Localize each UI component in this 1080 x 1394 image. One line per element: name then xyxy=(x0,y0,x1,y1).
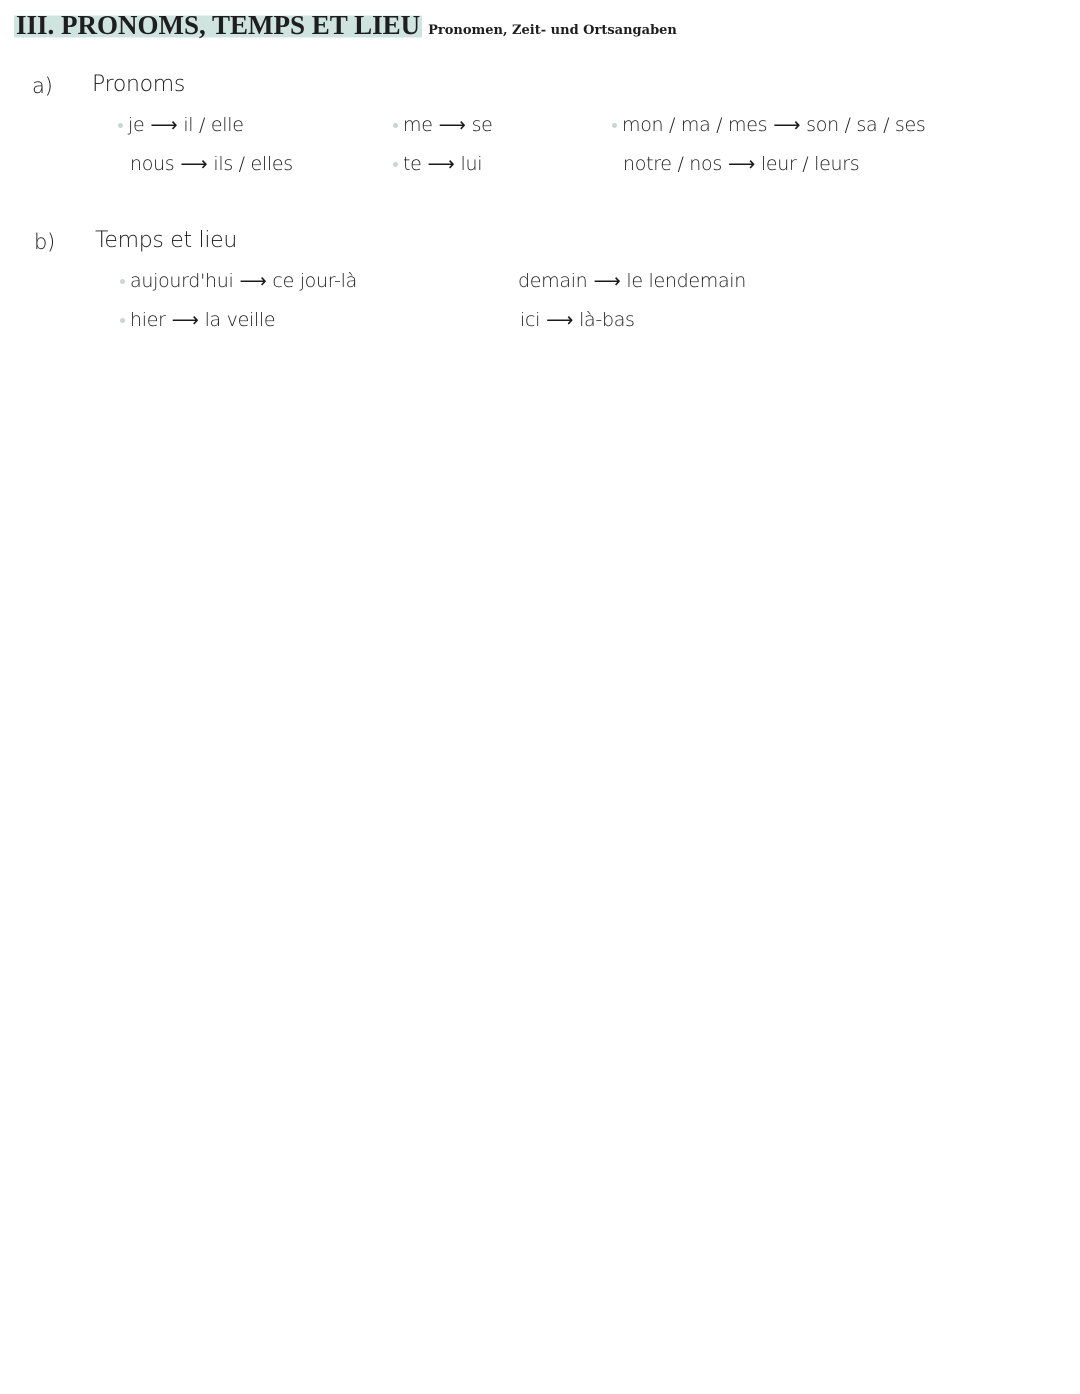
pronoun-row-notre xyxy=(623,153,859,175)
time-row-aujourdhui xyxy=(120,270,357,292)
time-from: demain xyxy=(518,270,588,292)
pronoun-to: son / sa / ses xyxy=(806,114,926,136)
pronoun-to: se xyxy=(471,114,493,136)
time-to: ce jour-là xyxy=(272,270,357,292)
pronoun-row-mon xyxy=(612,114,926,136)
arrow-icon: ⟶ xyxy=(150,114,178,136)
pronoun-from: te xyxy=(403,153,422,175)
arrow-icon: ⟶ xyxy=(171,309,199,331)
time-from: aujourd'hui xyxy=(130,270,234,292)
time-to: là-bas xyxy=(579,309,635,331)
pronoun-from: mon / ma / mes xyxy=(622,114,768,136)
arrow-icon: ⟶ xyxy=(239,270,267,292)
arrow-icon: ⟶ xyxy=(593,270,621,292)
time-row-demain xyxy=(518,270,746,292)
section-b-heading: Temps et lieu xyxy=(95,228,238,253)
bullet-dot xyxy=(120,279,125,284)
pronoun-row-me xyxy=(393,114,493,136)
pronoun-to: leur / leurs xyxy=(760,153,860,175)
pronoun-to: lui xyxy=(460,153,483,175)
bullet-dot xyxy=(393,123,398,128)
bullet-dot xyxy=(393,162,398,167)
pronoun-from: je xyxy=(128,114,145,136)
pronoun-to: il / elle xyxy=(183,114,244,136)
bullet-dot xyxy=(612,123,617,128)
arrow-icon: ⟶ xyxy=(727,153,755,175)
time-to: le lendemain xyxy=(626,270,747,292)
pronoun-from: notre / nos xyxy=(623,153,722,175)
section-b-letter: b) xyxy=(34,230,55,254)
arrow-icon: ⟶ xyxy=(546,309,574,331)
section-a-heading: Pronoms xyxy=(92,72,186,97)
section-a-letter: a) xyxy=(32,74,53,98)
page-title xyxy=(14,10,677,41)
time-row-hier xyxy=(120,309,275,331)
pronoun-from: nous xyxy=(130,153,175,175)
time-row-ici xyxy=(520,309,635,331)
pronoun-row-te xyxy=(393,153,482,175)
pronoun-from: me xyxy=(403,114,433,136)
arrow-icon: ⟶ xyxy=(427,153,455,175)
pronoun-row-je xyxy=(118,114,244,136)
pronoun-to: ils / elles xyxy=(213,153,293,175)
page-title-main: III. PRONOMS, TEMPS ET LIEU xyxy=(16,10,421,40)
bullet-dot xyxy=(120,318,125,323)
time-to: la veille xyxy=(204,309,276,331)
pronoun-row-nous xyxy=(130,153,293,175)
arrow-icon: ⟶ xyxy=(180,153,208,175)
page-title-subtitle: Pronomen, Zeit- und Ortsangaben xyxy=(428,23,677,38)
time-from: hier xyxy=(130,309,166,331)
bullet-dot xyxy=(118,123,123,128)
arrow-icon: ⟶ xyxy=(773,114,801,136)
arrow-icon: ⟶ xyxy=(438,114,466,136)
time-from: ici xyxy=(520,309,541,331)
